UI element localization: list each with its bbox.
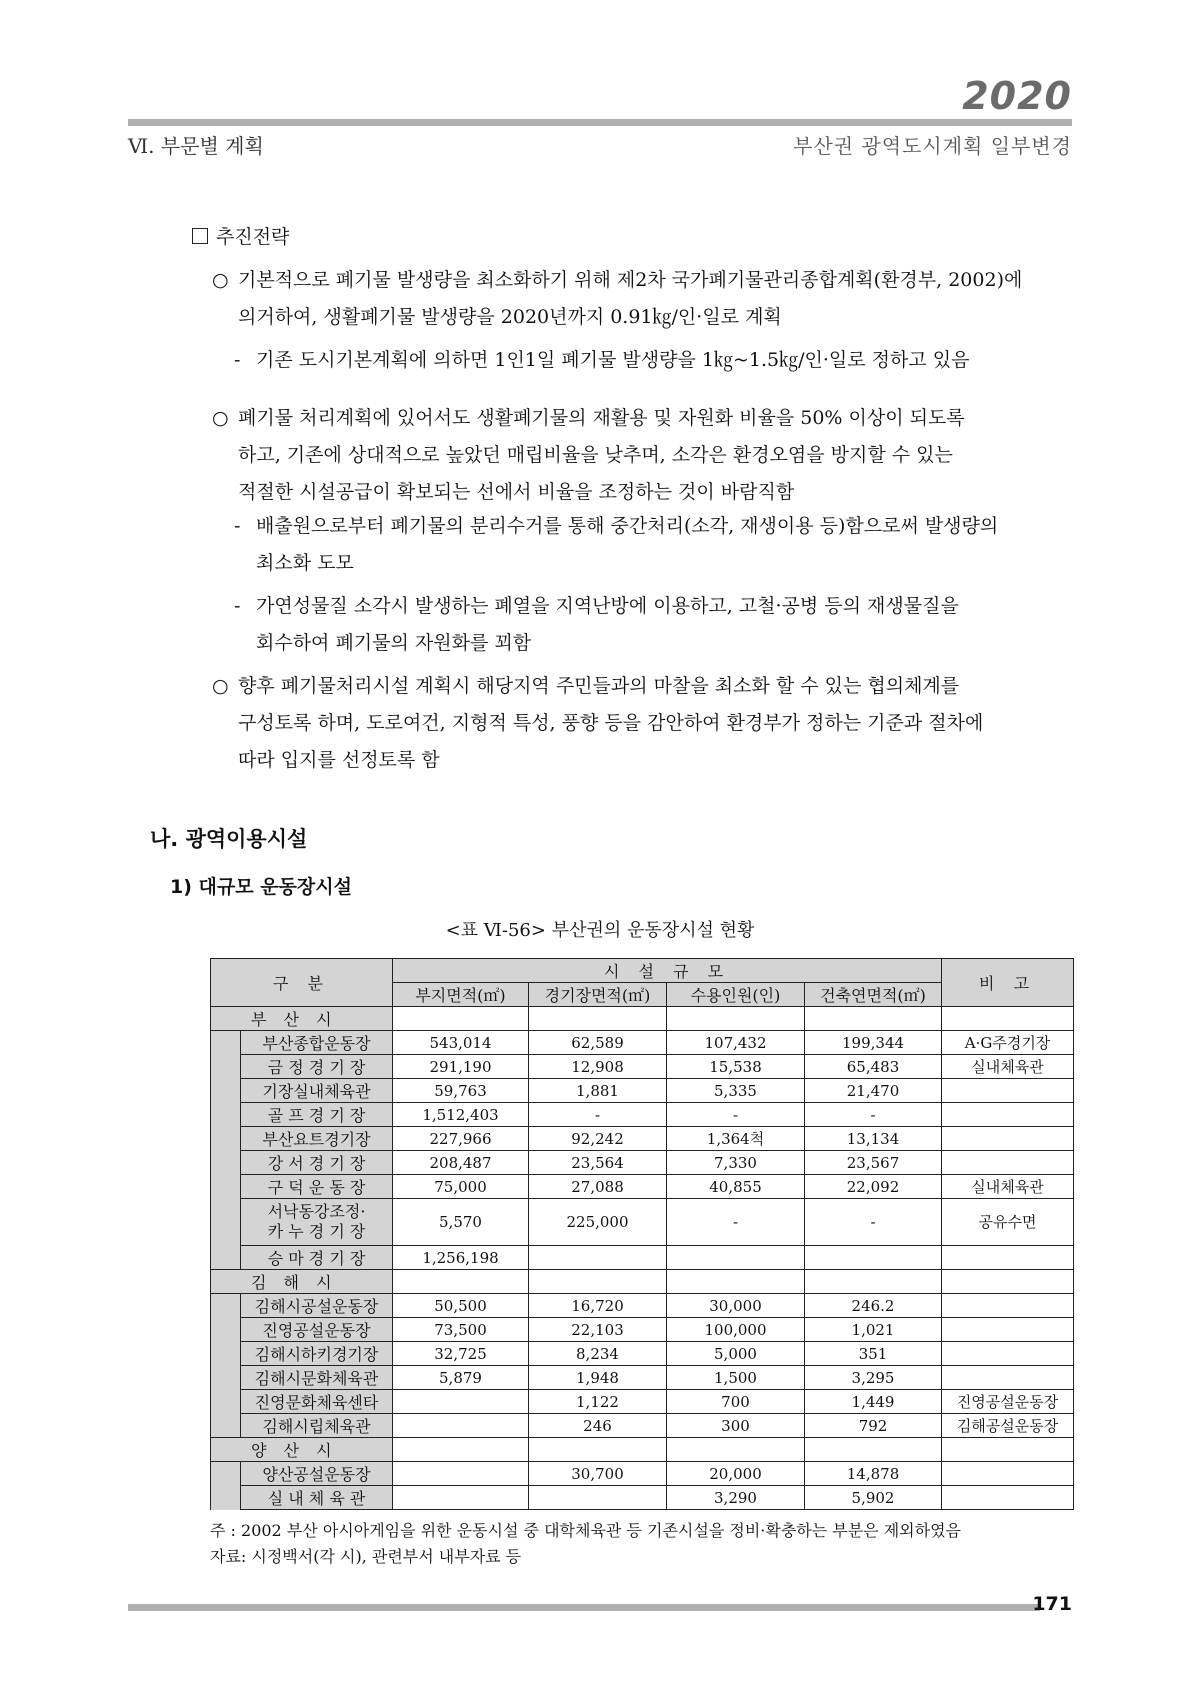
- table-caption: <표 Ⅵ-56> 부산권의 운동장시설 현황: [445, 920, 755, 941]
- cell-field: 12,908: [529, 1055, 667, 1079]
- dash-item-3: [234, 588, 1071, 662]
- group-name: 양 산 시: [211, 1438, 393, 1462]
- cell-note: [942, 1318, 1074, 1342]
- paragraph-3-line-3: 따라 입지를 선정토록 함: [238, 749, 440, 771]
- paragraph-2-line-2: 하고, 기존에 상대적으로 높았던 매립비율을 낮추며, 소각은 환경오염을 방지할 수 있는: [238, 444, 953, 466]
- cell-floor: -: [805, 1103, 942, 1127]
- cell-note: [942, 1103, 1074, 1127]
- paragraph-3-line-1: 향후 폐기물처리시설 계획시 해당지역 주민들과의 마찰을 최소화 할 수 있는 협의체계를: [238, 675, 960, 697]
- cell-site: 1,512,403: [393, 1103, 529, 1127]
- paragraph-1-line-2: 의거하여, 생활폐기물 발생량을 2020년까지 0.91㎏/인·일로 계획: [238, 306, 782, 328]
- cell-cap: 1,364척: [667, 1127, 805, 1151]
- paragraph-2-line-3: 적절한 시설공급이 확보되는 선에서 비율을 조정하는 것이 바람직함: [238, 481, 795, 503]
- indent-cell: [211, 1486, 241, 1510]
- cell-note: 공유수면: [942, 1199, 1074, 1246]
- cell-floor: 1,449: [805, 1390, 942, 1414]
- empty-cell: [529, 1438, 667, 1462]
- section-title-text: 추진전략: [216, 226, 290, 248]
- dash-item-1: [234, 342, 1071, 379]
- empty-cell: [805, 1438, 942, 1462]
- cell-cap: 7,330: [667, 1151, 805, 1175]
- cell-note: 진영공설운동장: [942, 1390, 1074, 1414]
- facility-name: [241, 1246, 393, 1270]
- cell-floor: 199,344: [805, 1031, 942, 1055]
- sports-facility-table: [210, 958, 1074, 1510]
- cell-site: 5,879: [393, 1366, 529, 1390]
- table-row: [211, 1103, 1074, 1127]
- empty-cell: [805, 1007, 942, 1031]
- cell-site: 5,570: [393, 1199, 529, 1246]
- facility-name: [241, 1342, 393, 1366]
- cell-floor: 351: [805, 1342, 942, 1366]
- cell-site: [393, 1390, 529, 1414]
- header-field-area: 경기장면적(㎡): [529, 983, 667, 1007]
- cell-floor: 5,902: [805, 1486, 942, 1510]
- cell-field: 16,720: [529, 1294, 667, 1318]
- facility-name-text-line-2: 카 누 경 기 장: [267, 1222, 366, 1241]
- header-floor-area: 건축연면적(㎡): [805, 983, 942, 1007]
- table-row: [211, 1390, 1074, 1414]
- cell-site: 227,966: [393, 1127, 529, 1151]
- table-row: [211, 1462, 1074, 1486]
- cell-field: 1,122: [529, 1390, 667, 1414]
- table-row: [211, 1055, 1074, 1079]
- dash-item-2-line-2: 최소화 도모: [256, 552, 354, 574]
- dash-item-2-line-1: 배출원으로부터 폐기물의 분리수거를 통해 중간처리(소각, 재생이용 등)함으로써 발생량의: [256, 515, 999, 537]
- facility-name: [241, 1462, 393, 1486]
- cell-note: [942, 1486, 1074, 1510]
- table-row: [211, 1246, 1074, 1270]
- dash-item-1-text: 기존 도시기본계획에 의하면 1인1일 폐기물 발생량을 1㎏~1.5㎏/인·일로 정하고 있음: [256, 349, 970, 371]
- cell-cap: 15,538: [667, 1055, 805, 1079]
- indent-cell: [211, 1103, 241, 1127]
- footer-divider: [128, 1604, 1040, 1611]
- facility-name-text: 승 마 경 기 장: [267, 1249, 366, 1268]
- table-row: [211, 1318, 1074, 1342]
- paragraph-1: [212, 262, 1071, 336]
- indent-cell: [211, 1127, 241, 1151]
- cell-site: [393, 1414, 529, 1438]
- indent-cell: [211, 1175, 241, 1199]
- cell-floor: 1,021: [805, 1318, 942, 1342]
- cell-field: 23,564: [529, 1151, 667, 1175]
- facility-name-text: 진영공설운동장: [262, 1321, 371, 1340]
- cell-site: 32,725: [393, 1342, 529, 1366]
- facility-name: [241, 1294, 393, 1318]
- cell-note: [942, 1246, 1074, 1270]
- facility-name: [241, 1079, 393, 1103]
- chapter-title: Ⅵ. 부문별 계획: [128, 134, 264, 158]
- cell-cap: -: [667, 1199, 805, 1246]
- cell-field: 27,088: [529, 1175, 667, 1199]
- cell-field: [529, 1486, 667, 1510]
- dash-bullet-icon: -: [234, 349, 241, 371]
- document-title: 부산권 광역도시계획 일부변경: [793, 134, 1072, 158]
- table-row: [211, 1127, 1074, 1151]
- facility-name: [241, 1175, 393, 1199]
- checkbox-icon: [192, 228, 208, 244]
- indent-cell: [211, 1079, 241, 1103]
- cell-site: 59,763: [393, 1079, 529, 1103]
- indent-cell: [211, 1414, 241, 1438]
- indent-cell: [211, 1366, 241, 1390]
- cell-site: 1,256,198: [393, 1246, 529, 1270]
- table-row: [211, 1414, 1074, 1438]
- table-row: [211, 1151, 1074, 1175]
- facility-name: [241, 1127, 393, 1151]
- indent-cell: [211, 1318, 241, 1342]
- indent-cell: [211, 1246, 241, 1270]
- facility-name: [241, 1366, 393, 1390]
- cell-cap: 700: [667, 1390, 805, 1414]
- indent-cell: [211, 1342, 241, 1366]
- cell-cap: 100,000: [667, 1318, 805, 1342]
- facility-name-text: 김해시립체육관: [262, 1417, 371, 1436]
- facility-name-text: 부산종합운동장: [262, 1034, 371, 1053]
- header-category: 구 분: [211, 959, 393, 1007]
- cell-field: 225,000: [529, 1199, 667, 1246]
- header-site-area: 부지면적(㎡): [393, 983, 529, 1007]
- facility-name-text: 강 서 경 기 장: [267, 1154, 366, 1173]
- cell-floor: 22,092: [805, 1175, 942, 1199]
- cell-field: 1,881: [529, 1079, 667, 1103]
- group-row: [211, 1007, 1074, 1031]
- cell-cap: 5,000: [667, 1342, 805, 1366]
- cell-site: [393, 1486, 529, 1510]
- paragraph-2: [212, 400, 1071, 511]
- cell-note: [942, 1079, 1074, 1103]
- empty-cell: [667, 1007, 805, 1031]
- cell-field: 30,700: [529, 1462, 667, 1486]
- cell-site: 208,487: [393, 1151, 529, 1175]
- facility-name-text: 구 덕 운 동 장: [267, 1178, 366, 1197]
- cell-site: 543,014: [393, 1031, 529, 1055]
- facility-name: [241, 1031, 393, 1055]
- empty-cell: [667, 1270, 805, 1294]
- indent-cell: [211, 1390, 241, 1414]
- cell-floor: 792: [805, 1414, 942, 1438]
- cell-note: [942, 1366, 1074, 1390]
- cell-cap: 107,432: [667, 1031, 805, 1055]
- table-row: [211, 1199, 1074, 1246]
- facility-name-text: 김해시문화체육관: [254, 1369, 379, 1388]
- page-number: 171: [1032, 1593, 1072, 1615]
- indent-cell: [211, 1031, 241, 1055]
- cell-cap: 20,000: [667, 1462, 805, 1486]
- heading-2: 나. 광역이용시설: [150, 827, 308, 851]
- facility-name-text: 실 내 체 육 관: [267, 1489, 366, 1508]
- facility-name: [241, 1486, 393, 1510]
- empty-cell: [942, 1270, 1074, 1294]
- empty-cell: [805, 1270, 942, 1294]
- cell-site: [393, 1462, 529, 1486]
- dash-item-3-line-1: 가연성물질 소각시 발생하는 폐열을 지역난방에 이용하고, 고철·공병 등의 재생물질을: [256, 595, 959, 617]
- cell-site: 50,500: [393, 1294, 529, 1318]
- cell-note: 김해공설운동장: [942, 1414, 1074, 1438]
- cell-note: 실내체육관: [942, 1055, 1074, 1079]
- paragraph-1-line-1: 기본적으로 폐기물 발생량을 최소화하기 위해 제2차 국가폐기물관리종합계획(환경부, 2002)에: [238, 269, 1023, 291]
- paragraph-3-line-2: 구성토록 하며, 도로여건, 지형적 특성, 풍향 등을 감안하여 환경부가 정하는 기준과 절차에: [238, 712, 984, 734]
- cell-cap: 300: [667, 1414, 805, 1438]
- indent-cell: [211, 1294, 241, 1318]
- cell-floor: 21,470: [805, 1079, 942, 1103]
- header-capacity: 수용인원(인): [667, 983, 805, 1007]
- dash-bullet-icon: -: [234, 515, 241, 537]
- cell-note: A·G주경기장: [942, 1031, 1074, 1055]
- paragraph-2-line-1: 폐기물 처리계획에 있어서도 생활폐기물의 재활용 및 자원화 비율을 50% 이상이 되도록: [238, 407, 965, 429]
- table-row: [211, 1342, 1074, 1366]
- cell-floor: 3,295: [805, 1366, 942, 1390]
- cell-cap: -: [667, 1103, 805, 1127]
- heading-3: 1) 대규모 운동장시설: [170, 876, 352, 898]
- cell-field: 8,234: [529, 1342, 667, 1366]
- cell-field: 22,103: [529, 1318, 667, 1342]
- circle-bullet-icon: ○: [212, 269, 229, 291]
- facility-name: [241, 1199, 393, 1246]
- cell-note: [942, 1462, 1074, 1486]
- indent-cell: [211, 1151, 241, 1175]
- facility-name: [241, 1318, 393, 1342]
- facility-name-text: 금 정 경 기 장: [267, 1058, 366, 1077]
- section-title: [192, 222, 289, 249]
- empty-cell: [529, 1007, 667, 1031]
- circle-bullet-icon: ○: [212, 675, 229, 697]
- dash-item-2: [234, 508, 1071, 582]
- cell-cap: 5,335: [667, 1079, 805, 1103]
- table-notes: [210, 1518, 961, 1570]
- cell-field: 92,242: [529, 1127, 667, 1151]
- empty-cell: [942, 1007, 1074, 1031]
- cell-cap: 1,500: [667, 1366, 805, 1390]
- table-row: [211, 1175, 1074, 1199]
- facility-name-text: 김해시하키경기장: [254, 1345, 379, 1364]
- facility-name-text: 서낙동강조정·: [267, 1202, 366, 1221]
- cell-floor: -: [805, 1199, 942, 1246]
- empty-cell: [667, 1438, 805, 1462]
- cell-floor: 65,483: [805, 1055, 942, 1079]
- table-row: [211, 1031, 1074, 1055]
- table-row: [211, 1079, 1074, 1103]
- cell-site: 73,500: [393, 1318, 529, 1342]
- facility-name-text: 부산요트경기장: [262, 1130, 371, 1149]
- empty-cell: [393, 1007, 529, 1031]
- table-row: [211, 1366, 1074, 1390]
- facility-name: [241, 1390, 393, 1414]
- indent-cell: [211, 1055, 241, 1079]
- cell-note: [942, 1151, 1074, 1175]
- header-divider: [128, 119, 1072, 126]
- cell-floor: 13,134: [805, 1127, 942, 1151]
- facility-name: [241, 1055, 393, 1079]
- empty-cell: [529, 1270, 667, 1294]
- dash-bullet-icon: -: [234, 595, 241, 617]
- header-scale: 시 설 규 모: [393, 959, 942, 983]
- table-row: [211, 1294, 1074, 1318]
- cell-field: 62,589: [529, 1031, 667, 1055]
- cell-site: 291,190: [393, 1055, 529, 1079]
- cell-cap: 30,000: [667, 1294, 805, 1318]
- group-row: [211, 1438, 1074, 1462]
- cell-cap: [667, 1246, 805, 1270]
- cell-cap: 3,290: [667, 1486, 805, 1510]
- table-row: [211, 1486, 1074, 1510]
- cell-cap: 40,855: [667, 1175, 805, 1199]
- facility-name-text: 김해시공설운동장: [254, 1297, 379, 1316]
- header-note: 비 고: [942, 959, 1074, 1007]
- facility-name-text: 골 프 경 기 장: [267, 1106, 366, 1125]
- cell-note: 실내체육관: [942, 1175, 1074, 1199]
- facility-name: [241, 1103, 393, 1127]
- facility-name-text: 진영문화체육센타: [254, 1393, 379, 1412]
- cell-floor: 23,567: [805, 1151, 942, 1175]
- facility-name-text: 양산공설운동장: [262, 1465, 371, 1484]
- indent-cell: [211, 1199, 241, 1246]
- facility-name-text: 기장실내체육관: [262, 1082, 371, 1101]
- table-source: 자료: 시정백서(각 시), 관련부서 내부자료 등: [210, 1547, 522, 1566]
- empty-cell: [393, 1270, 529, 1294]
- cell-site: 75,000: [393, 1175, 529, 1199]
- paragraph-3: [212, 668, 1071, 779]
- cell-note: [942, 1294, 1074, 1318]
- group-row: [211, 1270, 1074, 1294]
- group-name: 부 산 시: [211, 1007, 393, 1031]
- dash-item-3-line-2: 회수하여 폐기물의 자원화를 꾀함: [256, 632, 532, 654]
- empty-cell: [942, 1438, 1074, 1462]
- cell-floor: [805, 1246, 942, 1270]
- circle-bullet-icon: ○: [212, 407, 229, 429]
- table-note: 주 : 2002 부산 아시아게임을 위한 운동시설 중 대학체육관 등 기존시설을 정비·확충하는 부분은 제외하였음: [210, 1521, 962, 1540]
- cell-note: [942, 1127, 1074, 1151]
- header-year: 2020: [962, 74, 1072, 118]
- cell-field: 1,948: [529, 1366, 667, 1390]
- cell-field: -: [529, 1103, 667, 1127]
- facility-name: [241, 1151, 393, 1175]
- empty-cell: [393, 1438, 529, 1462]
- cell-field: 246: [529, 1414, 667, 1438]
- cell-floor: 14,878: [805, 1462, 942, 1486]
- indent-cell: [211, 1462, 241, 1486]
- cell-floor: 246.2: [805, 1294, 942, 1318]
- facility-name: [241, 1414, 393, 1438]
- cell-note: [942, 1342, 1074, 1366]
- group-name: 김 해 시: [211, 1270, 393, 1294]
- cell-field: [529, 1246, 667, 1270]
